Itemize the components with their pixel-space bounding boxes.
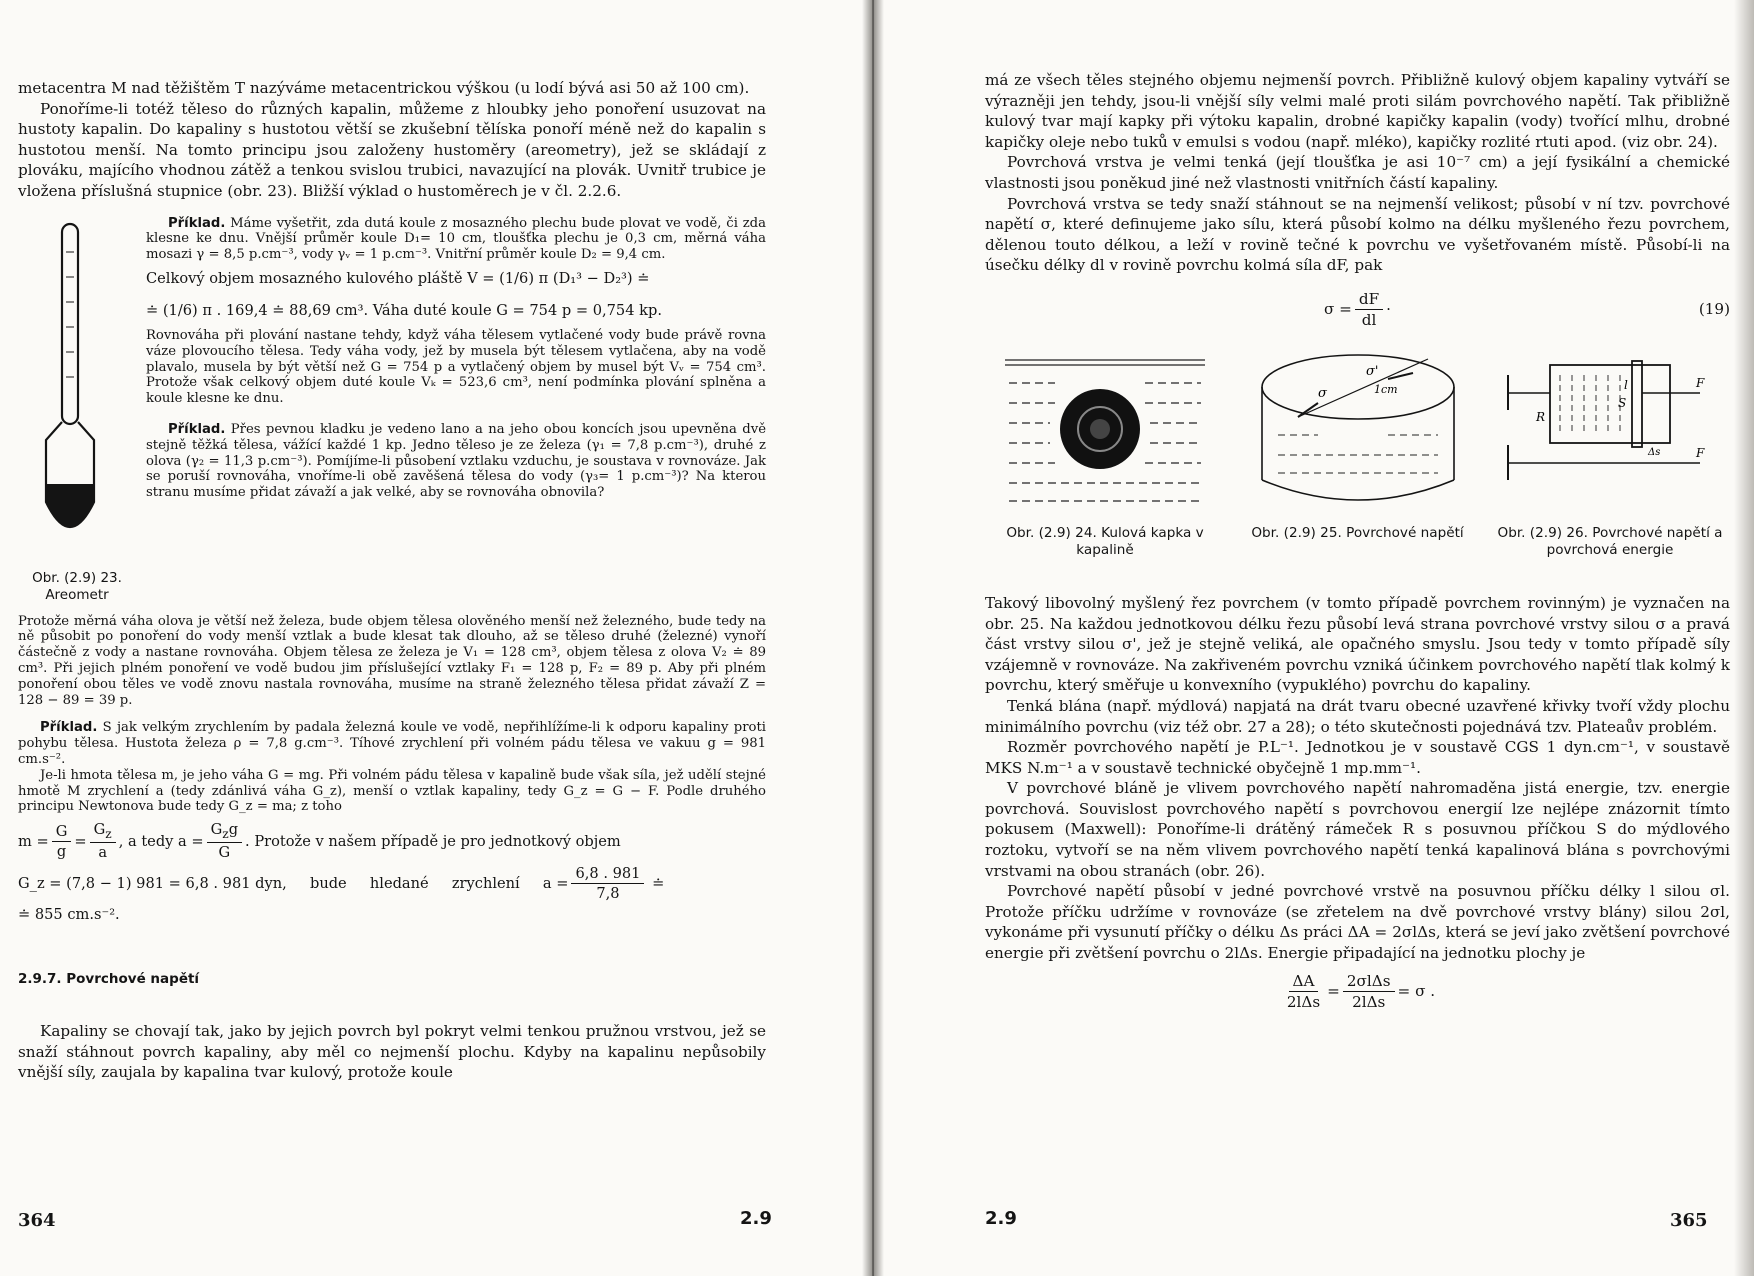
example-2-solution: Protože měrná váha olova je větší než železa, bude objem tělesa olověného menší než železného, bude tedy na ně působit po ponoření do vody menší vztlak a bude klesat tak dlouho, až se těleso druhé (železné) vynoří částečně z vody a nastane rovnováha. Objem tělesa ze železa je V₁ = 128 cm³, objem tělesa z olova V₂ ≐ 89 cm³. Při jejich plném ponoření ve vodě budou jim příslušející vztlaky F₁ = 128 p, F₂ = 89 p. Aby při plném ponoření obou těles ve vodě znovu nastala rovnováha, musíme na straně železného tělesa přidat závaží Z = 128 − 89 = 39 p.: [18, 613, 766, 708]
fraction-Gzg-over-G: $\frac{G_zg}{G}$: [207, 821, 242, 861]
eq19-den: dl: [1361, 310, 1377, 329]
energy-frac-1: [1283, 972, 1324, 1011]
eq-note: . Protože v našem případě je pro jednotkový objem: [245, 832, 621, 850]
equation-19: [985, 290, 1730, 329]
eq19-fraction: [1355, 290, 1383, 329]
eq-a: , a tedy a =: [118, 832, 204, 850]
fig26-label-S: S: [1618, 395, 1627, 410]
right-text-column: [985, 70, 1730, 1021]
figures-row: [985, 345, 1730, 559]
energy-num-2: 2σlΔs: [1343, 972, 1395, 992]
right-para-2: Povrchová vrstva je velmi tenká (její tloušťka je asi 10⁻⁷ cm) a její fysikální a chemické vlastnosti jsou poněkud jiné než vlastnosti vnitřních částí kapaliny.: [985, 153, 1730, 192]
right-para-1: má ze všech těles stejného objemu nejmenší povrch. Přibližně kulový objem kapaliny vytváří se výrazněji jen tehdy, jsou-li vnější síly velmi malé proti silám povrchového napětí. Tak přibližně kulový tvar mají kapky při výtoku kapalin, drobné kapičky kapalin (vody) tvořící mlhu, drobné kapičky oleje nebo tuků v emulsi s vodou (např. mléko), kapičky rozlité rtuti apod. (viz obr. 24).: [985, 71, 1730, 151]
fraction-acceleration: [571, 865, 644, 902]
book-gutter: [862, 0, 884, 1276]
wire-frame-drawing: [1500, 345, 1720, 515]
example-3-statement: S jak velkým zrychlením by padala železná koule ve vodě, nepřihlížíme-li k odporu kapaliny proti pohybu tělesa. Hustota železa ρ = 7,8 g.cm⁻³. Tíhové zrychlení při volném pádu tělesa ve vakuu g = 981 cm.s⁻².: [18, 720, 766, 767]
figure-26: [1490, 345, 1730, 559]
example-2-statement: Přes pevnou kladku je vedeno lano a na jeho obou koncích jsou upevněna dvě stejně těžká tělesa, vážící každé 1 kp. Jedno těleso je ze železa (γ₁ = 7,8 p.cm⁻³), druhé z olova (γ₂ = 11,3 p.cm⁻³). Pomíjíme-li působení vztlaku vzduchu, je soustava v rovnováze. Jak se poruší rovnováha, vnoříme-li obě zavěšená tělesa do vody (γ₃= 1 p.cm⁻³)? Na kterou stranu musíme přidat závaží a jak velké, aby se rovnováha obnovila?: [146, 422, 766, 500]
right-para-3: Povrchová vrstva se tedy snaží stáhnout se na nejmenší velikost; působí v ní tzv. povrchové napětí σ, které definujeme jako sílu, která působí kolmo na délku myšleného řezu povrchem, dělenou touto délkou, a leží v rovině tečné k povrchu ve vyšetřovaném místě. Působí-li na úsečku délky dl v rovině povrchu kolmá síla dF, pak: [985, 194, 1730, 275]
fig26-label-F-top: F: [1696, 375, 1705, 390]
figure-23-caption-number: Obr. (2.9) 23.: [32, 569, 122, 586]
fig25-label-length: 1cm: [1373, 382, 1398, 396]
fig25-label-sigma-prime: σ': [1365, 363, 1378, 379]
example-1-equation-1: Celkový objem mosazného kulového pláště V = (1/6) π (D₁³ − D₂³) ≐: [146, 270, 650, 288]
figure-25-caption: Obr. (2.9) 25. Povrchové napětí: [1251, 524, 1464, 541]
example-3-label: Příklad.: [40, 720, 98, 736]
fig26-label-l: l: [1624, 377, 1628, 392]
eq19-num: dF: [1355, 290, 1383, 310]
left-chapter-number: 2.9: [740, 1208, 772, 1229]
fraction-G-over-g: $\frac{G}{g}$: [52, 823, 72, 860]
energy-equation: $\frac{\Delta A}{\text{2lΔs}}$ = $\frac{\text{2σlΔs}}{\text{2lΔs}}$ = σ .: [985, 972, 1730, 1011]
figure-25: [1238, 345, 1478, 559]
fraction-Gz-over-a: $\frac{G_z}{a}$: [90, 821, 116, 861]
example-3-equation-1: m = $\frac{G}{g}$ = $\frac{G_z}{a}$ , a tedy a = $\frac{G_zg}{G}$ . Protože v našem případě je pro jednotkový objem: [18, 821, 621, 862]
figure-26-caption: Obr. (2.9) 26. Povrchové napětí a povrchová energie: [1497, 524, 1723, 558]
fig26-label-F-bottom: F: [1696, 445, 1705, 460]
eq-m: m =: [18, 832, 49, 850]
eq-acc-den: 7,8: [596, 885, 620, 903]
left-final-para: Kapaliny se chovají tak, jako by jejich povrch byl pokryt velmi tenkou pružnou vrstvou, jež se snaží stáhnout povrch kapaliny, aby měl co nejmenší plochu. Kdyby na kapalinu nepůsobily vnější síly, zaujala by kapalina tvar kulový, protože koule: [18, 1022, 766, 1082]
eq-gz: G_z = (7,8 − 1) 981 = 6,8 . 981 dyn, bude hledané zrychlení a =: [18, 875, 569, 893]
example-1-text: [146, 216, 766, 501]
figure-23-caption: [18, 570, 136, 604]
section-title: 2.9.7. Povrchové napětí: [18, 971, 200, 988]
left-page-number: 364: [18, 1210, 56, 1231]
figure-24-caption: Obr. (2.9) 24. Kulová kapka v kapalině: [1006, 524, 1204, 558]
energy-den-2: 2lΔs: [1352, 992, 1386, 1011]
eq19-number: (19): [1698, 300, 1730, 319]
example-3-text: Je-li hmota tělesa m, je jeho váha G = mg. Při volném pádu tělesa v kapalině bude však síla, jež udělí stejné hmotě M zrychlení a (tedy zdánlivá váha G_z), menší o vztlak kapaliny, tedy G_z = G − F. Podle druhého principu Newtonova bude tedy G_z = ma; z toho: [18, 767, 766, 815]
example-1-equation-2: ≐ (1/6) π . 169,4 ≐ 88,69 cm³. Váha duté koule G = 754 p = 0,754 kp.: [146, 302, 662, 320]
fig25-label-sigma: σ: [1317, 385, 1327, 401]
fig26-label-R: R: [1536, 409, 1546, 424]
right-chapter-number: 2.9: [985, 1208, 1017, 1229]
energy-den-1: 2lΔs: [1286, 992, 1321, 1011]
figure-23-areometer: [18, 216, 146, 616]
areometer-drawing: [36, 222, 106, 552]
left-para-1: metacentra M nad těžištěm T nazýváme metacentrickou výškou (u lodí bývá asi 50 až 100 cm).: [18, 79, 750, 97]
page-edge-shade: [1734, 0, 1754, 1276]
figure-23-caption-title: Areometr: [45, 586, 109, 603]
figure-24: [985, 345, 1225, 559]
example-1-label: Příklad.: [168, 215, 226, 231]
eq-acc-num: 6,8 . 981: [571, 865, 644, 884]
fig26-label-ds: Δs: [1648, 446, 1661, 458]
left-page: [0, 0, 872, 1276]
drop-in-liquid-drawing: [995, 345, 1215, 515]
surface-tension-drawing: [1248, 345, 1468, 515]
eq19-dot: ·: [1386, 300, 1391, 319]
eq19-lhs: σ =: [1323, 300, 1352, 319]
energy-frac-2: [1343, 972, 1395, 1011]
right-page-number: 365: [1670, 1210, 1708, 1231]
right-para-6: Rozměr povrchového napětí je P.L⁻¹. Jednotkou je v soustavě CGS 1 dyn.cm⁻¹, v soustavě MKS N.m⁻¹ a v soustavě technické obyčejně 1 mp.mm⁻¹.: [985, 738, 1730, 777]
example-1-solution: Rovnováha při plování nastane tehdy, když váha tělesem vytlačené vody bude právě rovna váze plovoucího tělesa. Tedy váha vody, jež by musela být tělesem vytlačena, aby na vodě plavalo, musela by být větší než G = 754 p a vytlačený objem by musel být Vᵥ = 754 cm³. Protože však celkový objem duté koule Vₖ = 523,6 cm³, není podmínka plování splněna a koule klesne ke dnu.: [146, 328, 766, 406]
example-2-label: Příklad.: [168, 422, 226, 438]
example-1-block: [18, 215, 766, 603]
example-3-equation-3: ≐ 855 cm.s⁻².: [18, 906, 120, 924]
right-para-8: Povrchové napětí působí v jedné povrchové vrstvě na posuvnou příčku délky l silou σl. Protože příčku udržíme v rovnováze (se zřetelem na dvě povrchové vrstvy blány) silou 2σl, vykonáme při vysunutí příčky o délku Δs práci ΔA = 2σlΔs, která se jeví jako zvětšení povrchové energie při zvětšení povrchu o 2lΔs. Energie připadající na jednotku plochy je: [985, 882, 1730, 963]
left-para-2: Ponoříme-li totéž těleso do různých kapalin, můžeme z hloubky jeho ponoření usuzovat na hustoty kapalin. Do kapaliny s hustotou větší se zkušební tělíska ponoří méně než do kapalin s hustotou menší. Na tomto principu jsou založeny hustoměry (areometry), jež se skládají z plováku, majícího vhodnou zátěž a tenkou svislou trubici, navazující na plovák. Uvnitř trubice je vložena příslušná stupnice (obr. 23). Bližší výklad o hustoměrech je v čl. 2.2.6.: [18, 99, 766, 200]
right-para-5: Tenká blána (např. mýdlová) napjatá na drát tvaru obecné uzavřené křivky tvoří vždy plochu minimálního povrchu (viz též obr. 27 a 28); o této skutečnosti pojednává tzv. Plateaův problém.: [985, 696, 1730, 736]
right-page: [872, 0, 1754, 1276]
example-1-statement: Máme vyšetřit, zda dutá koule z mosazného plechu bude plovat ve vodě, či zda klesne ke dnu. Vnější průměr koule D₁= 10 cm, tloušťka plechu je 0,3 cm, měrná váha mosazi γ = 8,5 p.cm⁻³, vody γᵥ = 1 p.cm⁻³. Vnitřní průměr koule D₂ = 9,4 cm.: [146, 215, 766, 262]
energy-rhs: = σ .: [1397, 982, 1436, 1001]
right-para-4: Takový libovolný myšlený řez povrchem (v tomto případě povrchem rovinným) je vyznačen na obr. 25. Na každou jednotkovou délku řezu působí levá strana povrchové vrstvy silou σ a pravá část vrstvy silou σ', jež je stejně veliká, ale opačného smyslu. Jsou tedy v tomto případě síly vzájemně v rovnováze. Na zakřiveném povrchu vzniká účinkem povrchového napětí tlak kolmý k povrchu, který směřuje u konvexního (vypuklého) povrchu do kapaliny.: [985, 593, 1730, 695]
left-text-column: [18, 78, 766, 1083]
energy-num-1: ΔA: [1289, 972, 1319, 992]
example-3-equation-2: G_z = (7,8 − 1) 981 = 6,8 . 981 dyn, bude hledané zrychlení a = $\frac{6,8 . 981}{7,8}$ ≐: [18, 865, 665, 903]
example-2-solution-block: [18, 614, 766, 816]
right-para-7: V povrchové bláně je vlivem povrchového napětí nahromaděna jistá energie, tzv. energie povrchová. Souvislost povrchového napětí s povrchovou energií lze nejlépe znázornit tímto pokusem (Maxwell): Ponoříme-li drátěný rámeček R s posuvnou příčkou S do mýdlového roztoku, vytvoří se na něm vlivem povrchového napětí tenká kapalinová blána s povrchovými vrstvami na obou stranách (obr. 26).: [985, 779, 1730, 880]
